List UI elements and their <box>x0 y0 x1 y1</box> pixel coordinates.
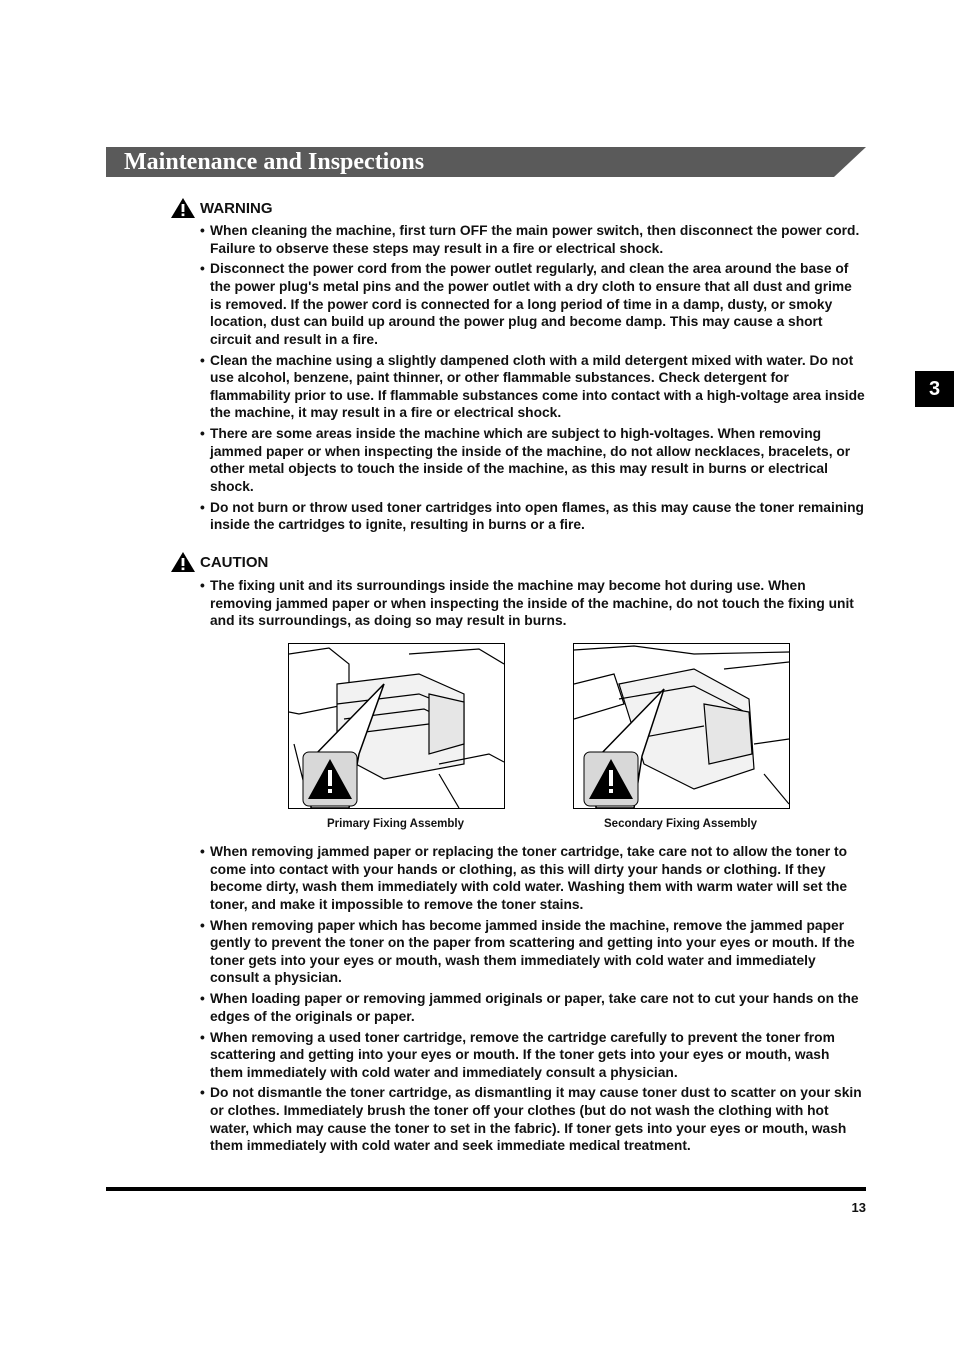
list-item: • When removing paper which has become jammed inside the machine, remove the jammed paper gently to prevent the toner on the paper from scattering and getting into your eyes or mouth. If the toner gets into your eyes or mouth, wash them immediately with cold water and immediately consult a physician. <box>200 917 866 987</box>
list-item: • When cleaning the machine, first turn OFF the main power switch, then disconnect the power cord. Failure to observe these steps may result in a fire or electrical shock. <box>200 222 866 257</box>
footer-rule <box>106 1187 866 1191</box>
caution-heading <box>170 551 268 573</box>
list-item: • When removing jammed paper or replacing the toner cartridge, take care not to allow the toner to come into contact with your hands or clothing, as this will dirty your hands or clothing. If they become dirty, wash them immediately with cold water. Washing them with warm water will set the toner, and make it impossible to remove the toner stains. <box>200 843 866 913</box>
list-item: • The fixing unit and its surroundings inside the machine may become hot during use. When removing jammed paper or when inspecting the inside of the machine, do not touch the fixing unit and its surroundings, as doing so may result in burns. <box>200 577 866 630</box>
warning-label: WARNING <box>200 199 273 217</box>
caution-list-bottom <box>200 843 866 1158</box>
primary-fixing-assembly-caption: Primary Fixing Assembly <box>327 818 464 830</box>
secondary-fixing-assembly-caption: Secondary Fixing Assembly <box>604 818 757 830</box>
chapter-tab: 3 <box>915 371 954 407</box>
caution-label: CAUTION <box>200 553 269 571</box>
list-item: • When removing a used toner cartridge, remove the cartridge carefully to prevent the toner from scattering and getting into your eyes or mouth. If the toner gets into your eyes or mouth, wash them immediately with cold water and immediately consult a physician. <box>200 1029 866 1082</box>
caution-list-top <box>200 577 866 633</box>
caution-triangle-icon <box>170 551 196 573</box>
list-item: • When loading paper or removing jammed originals or paper, take care not to cut your hands on the edges of the originals or paper. <box>200 990 866 1025</box>
list-item: • Clean the machine using a slightly dampened cloth with a mild detergent mixed with water. Do not use alcohol, benzene, paint thinner, or other flammable substances. Check detergent for flammability prior to use. If flammable substances come into contact with a high-voltage area inside the machine, it may result in a fire or electrical shock. <box>200 352 866 422</box>
warning-heading <box>170 197 273 219</box>
warning-list <box>200 222 866 537</box>
primary-fixing-assembly-figure <box>288 643 505 809</box>
page-title: Maintenance and Inspections <box>124 149 425 175</box>
secondary-fixing-assembly-figure <box>573 643 790 809</box>
list-item: • Do not dismantle the toner cartridge, as dismantling it may cause toner dust to scatter on your skin or clothes. Immediately brush the toner off your clothes (but do not wash the clothing with hot water, which may cause the toner to set in the fabric). If toner gets into your eyes or mouth, wash them immediately with cold water and seek immediate medical treatment. <box>200 1084 866 1154</box>
list-item: • Do not burn or throw used toner cartridges into open flames, as this may cause the toner remaining inside the cartridges to ignite, resulting in burns or a fire. <box>200 499 866 534</box>
section-title-bar <box>106 147 866 177</box>
warning-triangle-icon <box>170 197 196 219</box>
list-item: • Disconnect the power cord from the power outlet regularly, and clean the area around the base of the power plug's metal pins and the power outlet with a dry cloth to ensure that all dust and grime is removed. If the power cord is connected for a long period of time in a damp, dusty, or smoky location, dust can build up around the power plug and become damp. This may cause a short circuit and result in a fire. <box>200 260 866 348</box>
list-item: • There are some areas inside the machine which are subject to high-voltages. When removing jammed paper or when inspecting the inside of the machine, do not allow necklaces, bracelets, or other metal objects to touch the inside of the machine, as this may result in burns or electrical shock. <box>200 425 866 495</box>
page-number: 13 <box>851 1200 866 1215</box>
